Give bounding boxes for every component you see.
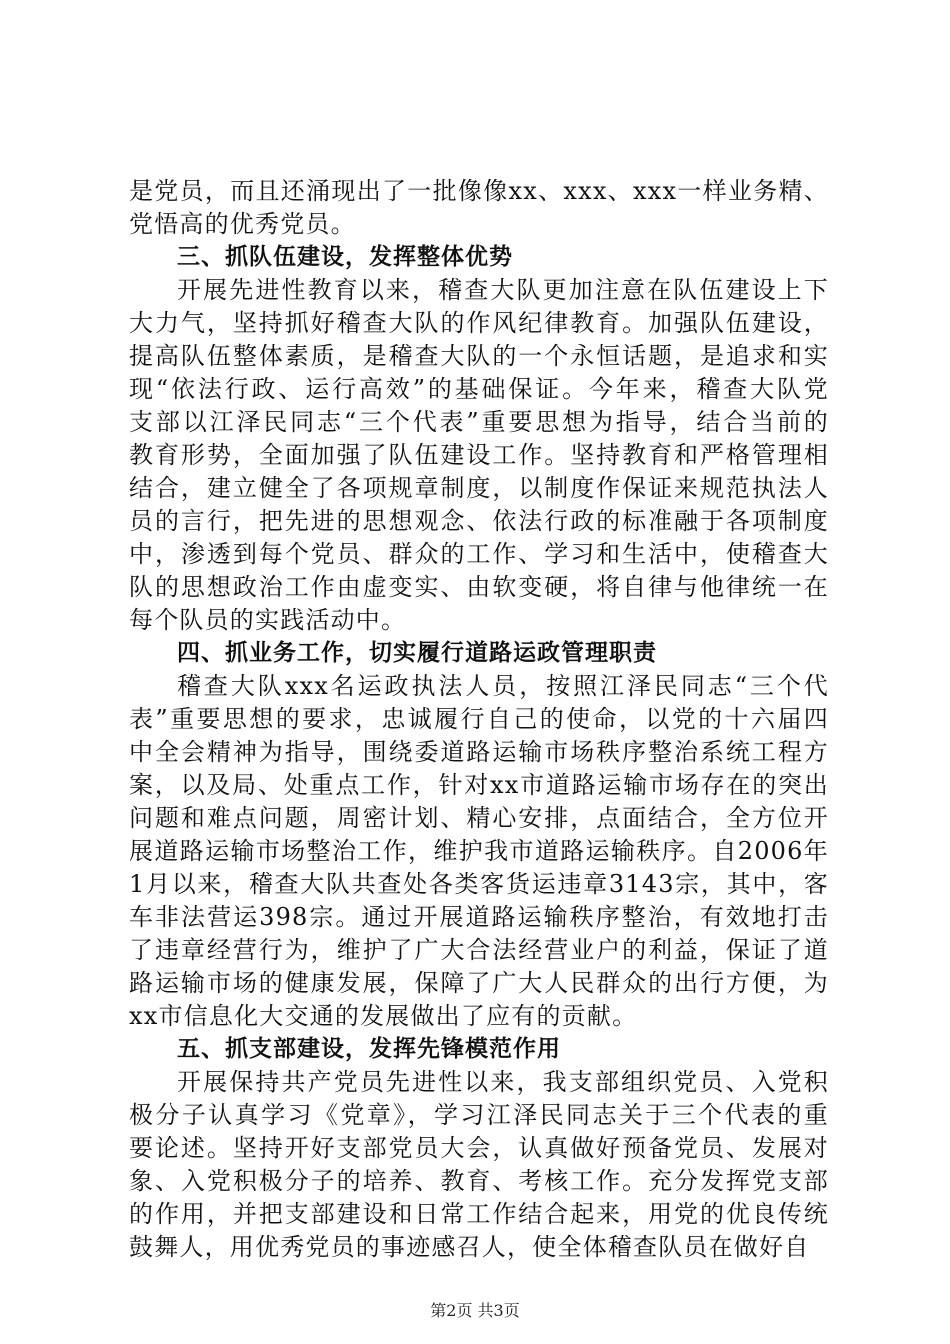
paragraph-line: 队的思想政治工作由虚变实、由软变硬，将自律与他律统一在 bbox=[129, 573, 829, 601]
paragraph-first-line: 稽查大队xxx名运政执法人员，按照江泽民同志“三个代 bbox=[177, 672, 829, 700]
paragraph-line: 案，以及局、处重点工作，针对xx市道路运输市场存在的突出 bbox=[129, 771, 829, 799]
paragraph-line: 教育形势，全面加强了队伍建设工作。坚持教育和严格管理相 bbox=[129, 441, 829, 469]
paragraph-first-line: 开展先进性教育以来，稽查大队更加注意在队伍建设上下 bbox=[177, 276, 829, 304]
paragraph-line: 路运输市场的健康发展，保障了广大人民群众的出行方便，为 bbox=[129, 969, 829, 997]
section-heading: 四、抓业务工作，切实履行道路运政管理职责 bbox=[177, 640, 657, 666]
paragraph-line: 车非法营运398宗。通过开展道路运输秩序整治，有效地打击 bbox=[129, 903, 829, 931]
paragraph-line: 大力气，坚持抓好稽查大队的作风纪律教育。加强队伍建设， bbox=[129, 309, 829, 337]
paragraph-first-line: 开展保持共产党员先进性以来，我支部组织党员、入党积 bbox=[177, 1068, 829, 1096]
section-heading: 三、抓队伍建设，发挥整体优势 bbox=[177, 244, 513, 270]
paragraph-line: 了违章经营行为，维护了广大合法经营业户的利益，保证了道 bbox=[129, 936, 829, 964]
document-body bbox=[129, 175, 829, 1264]
paragraph-line: 中，渗透到每个党员、群众的工作、学习和生活中，使稽查大 bbox=[129, 540, 829, 568]
paragraph-line: 1月以来，稽查大队共查处各类客货运违章3143宗，其中，客 bbox=[129, 870, 829, 898]
paragraph-line: 象、入党积极分子的培养、教育、考核工作。充分发挥党支部 bbox=[129, 1167, 829, 1195]
paragraph-line: 问题和难点问题，周密计划、精心安排，点面结合，全方位开 bbox=[129, 804, 829, 832]
paragraph-line: 表”重要思想的要求，忠诚履行自己的使命，以党的十六届四 bbox=[129, 705, 829, 733]
paragraph-line: 每个队员的实践活动中。 bbox=[129, 606, 407, 634]
paragraph-line: 要论述。坚持开好支部党员大会，认真做好预备党员、发展对 bbox=[129, 1134, 829, 1162]
paragraph-line: 的作用，并把支部建设和日常工作结合起来，用党的优良传统 bbox=[129, 1200, 829, 1228]
paragraph-line: 党悟高的优秀党员。 bbox=[129, 210, 356, 238]
paragraph-line: 提高队伍整体素质，是稽查大队的一个永恒话题，是追求和实 bbox=[129, 342, 829, 370]
paragraph-line: 展道路运输市场整治工作，维护我市道路运输秩序。自2006年 bbox=[129, 837, 829, 865]
page-footer: 第2页 共3页 bbox=[430, 1301, 520, 1320]
paragraph-line: xx市信息化大交通的发展做出了应有的贡献。 bbox=[129, 1002, 638, 1030]
paragraph-line: 结合，建立健全了各项规章制度，以制度作保证来规范执法人 bbox=[129, 474, 829, 502]
paragraph-line: 是党员，而且还涌现出了一批像像xx、xxx、xxx一样业务精、 bbox=[129, 177, 829, 205]
section-heading: 五、抓支部建设，发挥先锋模范作用 bbox=[177, 1036, 561, 1062]
paragraph-line: 鼓舞人，用优秀党员的事迹感召人，使全体稽查队员在做好自 bbox=[129, 1233, 810, 1261]
paragraph-line: 现“依法行政、运行高效”的基础保证。今年来，稽查大队党 bbox=[129, 375, 829, 403]
paragraph-line: 中全会精神为指导，围绕委道路运输市场秩序整治系统工程方 bbox=[129, 738, 829, 766]
paragraph-line: 极分子认真学习《党章》，学习江泽民同志关于三个代表的重 bbox=[129, 1101, 829, 1129]
paragraph-line: 支部以江泽民同志“三个代表”重要思想为指导，结合当前的 bbox=[129, 408, 829, 436]
paragraph-line: 员的言行，把先进的思想观念、依法行政的标准融于各项制度 bbox=[129, 507, 829, 535]
